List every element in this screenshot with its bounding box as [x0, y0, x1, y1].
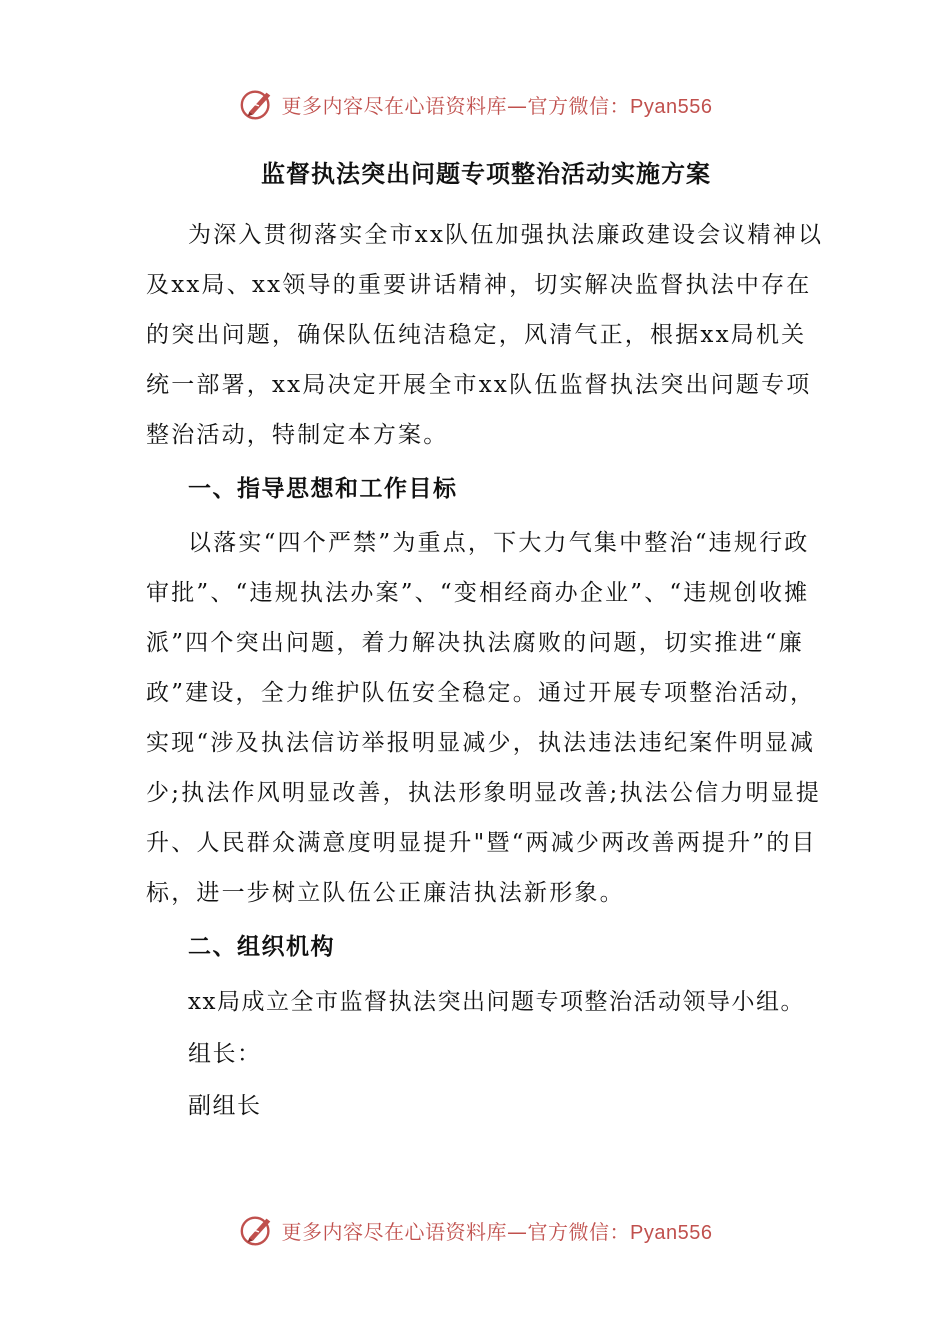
organization-paragraph: xx局成立全市监督执法突出问题专项整治活动领导小组。 — [188, 989, 805, 1015]
watermark-text: 更多内容尽在心语资料库—官方微信：Pyan556 — [281, 1219, 713, 1244]
pen-circle-logo-icon — [238, 1211, 276, 1249]
pen-circle-logo-icon — [238, 85, 276, 123]
watermark-footer — [0, 1208, 950, 1252]
section-heading-organization: 二、组织机构 — [188, 934, 335, 960]
watermark-text: 更多内容尽在心语资料库—官方微信：Pyan556 — [281, 93, 713, 118]
wechat-id: Pyan556 — [630, 1221, 713, 1244]
section-paragraph-guiding-ideology: 以落实“四个严禁”为重点，下大力气集中整治“违规行政审批”、“违规执法办案”、“变相经商办企业”、“违规创收摊派”四个突出问题，着力解决执法腐败的问题，切实推进“廉政”建设，全力维护队伍安全稳定。通过开展专项整治活动，实现“涉及执法信访举报明显减少，执法违法违纪案件明显减少;执法作风明显改善，执法形象明显改善;执法公信力明显提升、人民群众满意度明显提升"暨“两减少两改善两提升”的目标，进一步树立队伍公正廉洁执法新形象。 — [146, 530, 822, 906]
intro-paragraph: 为深入贯彻落实全市xx队伍加强执法廉政建设会议精神以及xx局、xx领导的重要讲话精神，切实解决监督执法中存在的突出问题，确保队伍纯洁稳定，风清气正，根据xx局机关统一部署，xx局决定开展全市xx队伍监督执法突出问题专项整治活动，特制定本方案。 — [146, 222, 824, 448]
deputy-leader-label: 副组长 — [188, 1093, 262, 1119]
watermark-header — [0, 82, 950, 126]
wechat-id: Pyan556 — [630, 95, 713, 118]
document-body — [146, 150, 826, 1132]
section-heading-guiding-ideology: 一、指导思想和工作目标 — [188, 476, 458, 502]
leader-label: 组长： — [188, 1041, 262, 1067]
document-title: 监督执法突出问题专项整治活动实施方案 — [261, 160, 711, 188]
